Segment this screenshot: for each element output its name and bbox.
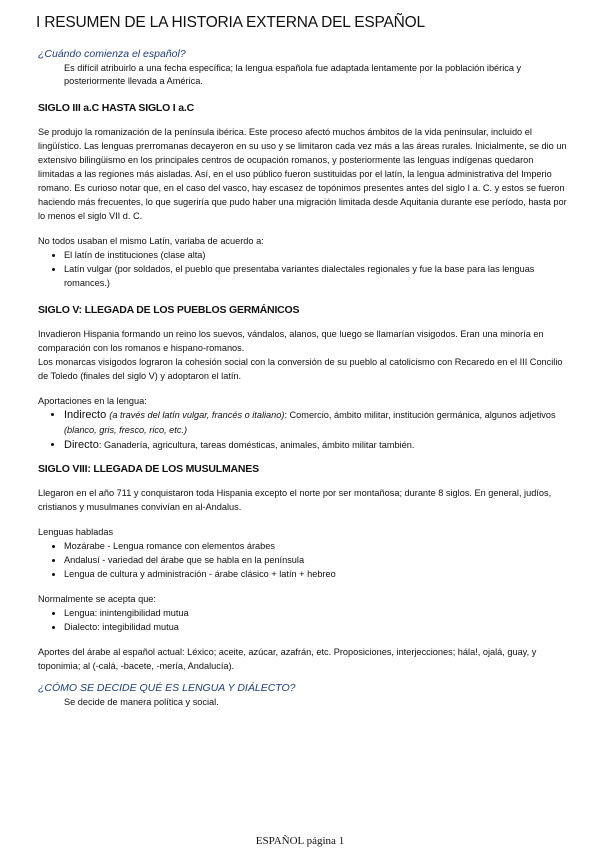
bullet-list: [38, 248, 568, 290]
bullet-list: [38, 539, 568, 581]
section-heading-siglo-viii: SIGLO VIII: LLEGADA DE LOS MUSULMANES: [38, 463, 259, 475]
list-item: • Dialecto: integibilidad mutua: [64, 620, 568, 634]
question-answer: Se decide de manera política y social.: [64, 697, 219, 707]
list-item-note: (a través del latín vulgar, francés o italiano): [109, 410, 285, 420]
bullet-list: [38, 408, 568, 453]
section-paragraph: Llegaron en el año 711 y conquistaron toda Hispania excepto el norte por ser montañosa; durante 8 siglos. En general, judíos, cristianos y musulmanes convivían en al-Andalus.: [38, 488, 552, 512]
list-item: • Latín vulgar (por soldados, el pueblo que presentaba variantes dialectales regionales y fue la base para las lenguas romances.): [64, 262, 568, 290]
bullet-list: [38, 606, 568, 634]
section-paragraph: Los monarcas visigodos lograron la cohesión social con la conversión de su pueblo al catolicismo con Recaredo en el III Concilio de Toledo (finales del siglo V) y adoptaron el latín.: [38, 357, 563, 381]
list-item: • El latín de instituciones (clase alta): [64, 248, 568, 262]
list-item: [64, 438, 568, 453]
question-heading: ¿Cuándo comienza el español?: [38, 48, 186, 60]
list-intro: Aportaciones en la lengua:: [38, 396, 147, 406]
list-intro: No todos usaban el mismo Latín, variaba de acuerdo a:: [38, 236, 264, 246]
list-item-note: (blanco, gris, fresco, rico, etc.): [64, 425, 188, 435]
list-item: • Lengua: inintengibilidad mutua: [64, 606, 568, 620]
list-intro: Normalmente se acepta que:: [38, 594, 156, 604]
document-title: I RESUMEN DE LA HISTORIA EXTERNA DEL ESPAÑOL: [36, 14, 425, 31]
question-heading: ¿CÓMO SE DECIDE QUÉ ES LENGUA Y DIÁLECTO?: [38, 682, 296, 694]
section-heading-siglo-iii: SIGLO III a.C HASTA SIGLO I a.C: [38, 102, 194, 114]
section-paragraph: Se produjo la romanización de la península ibérica. Este proceso afectó muchos ámbitos de la vida peninsular, incluido el lingüístico. Las lenguas prerromanas decayeron en su uso y se limitaron cada vez más a las áreas rurales. Inicialmente, se dio un extensivo bilingüismo en los principales centros de ocupación romanos, y posteriormente las lenguas indígenas quedaron limitadas a las regiones más aisladas. Así, en el uso público fueron sustituidas por el latín, la lengua administrativa del Imperio romano. Es curioso notar que, en el caso del vasco, hay escasez de topónimos presentes antes del siglo I a. C. y estos se fueron haciendo más frecuentes, lo que sugeriría que pudo haber una migración limitada desde Aquitania durante ese período, hasta por lo menos el siglo VII d. C.: [38, 127, 567, 221]
list-intro: Lenguas habladas: [38, 527, 114, 537]
list-item: • Andalusí - variedad del árabe que se habla en la península: [64, 553, 568, 567]
list-item-text: : Ganadería, agricultura, tareas domésticas, animales, ámbito militar también.: [98, 440, 415, 450]
list-item: [64, 408, 568, 438]
question-answer: Es difícil atribuirlo a una fecha específica; la lengua española fue adaptada lentamente por la población ibérica y posteriormente llevada a América.: [64, 63, 522, 86]
list-item: • Mozárabe - Lengua romance con elementos árabes: [64, 539, 568, 553]
page-footer: ESPAÑOL página 1: [255, 835, 345, 847]
list-item: • Lengua de cultura y administración - árabe clásico + latín + hebreo: [64, 567, 568, 581]
list-item-text: : Comercio, ámbito militar, institución germánica, algunos adjetivos: [284, 410, 556, 420]
list-item-label: Directo: [64, 439, 99, 451]
document-page: [38, 14, 568, 709]
section-heading-siglo-v: SIGLO V: LLEGADA DE LOS PUEBLOS GERMÁNICOS: [38, 304, 300, 316]
section-paragraph: Invadieron Hispania formando un reino los suevos, vándalos, alanos, que luego se llamarían visigodos. Eran una minoría en comparación con los romanos e hispano-romanos.: [38, 329, 544, 353]
section-paragraph: Aportes del árabe al español actual: Léxico; aceite, azúcar, azafrán, etc. Proposiciones, interjecciones; hála!, ojalá, guay, y toponimia; al (-calá, -bacete, -mería, Andalucía).: [38, 647, 537, 671]
list-item-label: Indirecto: [64, 409, 107, 421]
